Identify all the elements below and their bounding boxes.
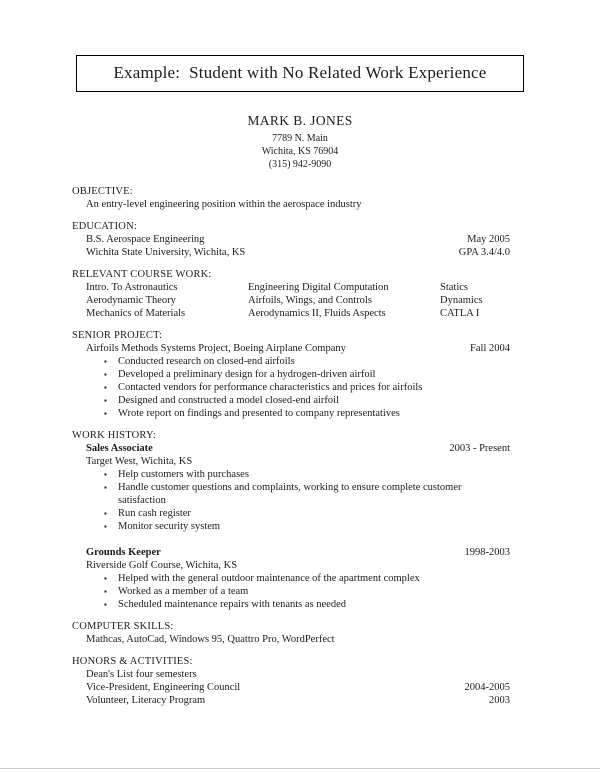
senior-project-bullets xyxy=(104,355,510,420)
section-coursework xyxy=(72,268,510,320)
job-entry xyxy=(72,442,510,533)
bullet-item: ▪ Wrote report on findings and presented to company representatives xyxy=(104,407,504,420)
work-history-heading: WORK HISTORY: xyxy=(72,430,156,441)
job-entry xyxy=(72,546,510,611)
section-honors xyxy=(72,655,510,707)
coursework-grid xyxy=(86,281,510,320)
education-row xyxy=(86,233,510,246)
computer-skills-text: Mathcas, AutoCad, Windows 95, Quattro Pro, WordPerfect xyxy=(86,634,335,645)
job-title-row xyxy=(86,442,510,455)
address-city: Wichita, KS 76904 xyxy=(261,146,339,157)
course: CATLA I xyxy=(440,308,480,319)
degree: B.S. Aerospace Engineering xyxy=(86,234,205,245)
bullet-item: ▪ Help customers with purchases xyxy=(104,468,504,481)
bullet-item: ▪ Contacted vendors for performance characteristics and prices for airfoils xyxy=(104,381,504,394)
resume-body xyxy=(72,185,510,707)
section-education xyxy=(72,220,510,259)
course: Intro. To Astronautics xyxy=(86,282,178,293)
address-street: 7789 N. Main xyxy=(272,133,328,144)
course: Dynamics xyxy=(440,295,483,306)
honor-item: Volunteer, Literacy Program xyxy=(86,695,206,706)
objective-heading: OBJECTIVE: xyxy=(72,186,133,197)
honor-date: 2003 xyxy=(489,695,510,706)
employer: Riverside Golf Course, Wichita, KS xyxy=(86,560,238,571)
course: Engineering Digital Computation xyxy=(248,282,389,293)
honors-row xyxy=(86,694,510,707)
honors-heading: HONORS & ACTIVITIES: xyxy=(72,656,193,667)
employer: Target West, Wichita, KS xyxy=(86,456,193,467)
resume-page xyxy=(0,55,600,773)
job-title: Grounds Keeper xyxy=(86,547,161,558)
bullet-item: ▪ Scheduled maintenance repairs with tenants as needed xyxy=(104,598,504,611)
honors-row xyxy=(86,681,510,694)
bullet-item: ▪ Conducted research on closed-end airfoils xyxy=(104,355,504,368)
job-title-row xyxy=(86,546,510,559)
banner-title: Example: Student with No Related Work Experience xyxy=(113,63,487,82)
job-dates: 2003 - Present xyxy=(449,443,510,454)
course: Statics xyxy=(440,282,468,293)
job-bullets xyxy=(104,572,510,611)
candidate-name: MARK B. JONES xyxy=(247,113,353,128)
objective-text: An entry-level engineering position within the aerospace industry xyxy=(86,199,362,210)
honor-date xyxy=(500,668,510,681)
project-date: Fall 2004 xyxy=(470,343,510,354)
bullet-item: ▪ Monitor security system xyxy=(104,520,504,533)
bullet-item: ▪ Run cash register xyxy=(104,507,504,520)
section-computer-skills xyxy=(72,620,510,646)
honors-row xyxy=(86,668,510,681)
project-title: Airfoils Methods Systems Project, Boeing Airplane Company xyxy=(86,343,346,354)
education-row xyxy=(86,246,510,259)
course: Aerodynamics II, Fluids Aspects xyxy=(248,308,386,319)
bullet-item: ▪ Handle customer questions and complaints, working to ensure complete customer satisfaction xyxy=(104,481,504,507)
education-heading: EDUCATION: xyxy=(72,221,137,232)
course: Mechanics of Materials xyxy=(86,308,186,319)
section-objective xyxy=(72,185,510,211)
example-title-banner xyxy=(76,55,524,92)
school: Wichita State University, Wichita, KS xyxy=(86,247,246,258)
bullet-item: ▪ Worked as a member of a team xyxy=(104,585,504,598)
senior-project-heading: SENIOR PROJECT: xyxy=(72,330,163,341)
coursework-heading: RELEVANT COURSE WORK: xyxy=(72,269,212,280)
course: Aerodynamic Theory xyxy=(86,295,176,306)
section-senior-project xyxy=(72,329,510,420)
course: Airfoils, Wings, and Controls xyxy=(248,295,372,306)
job-title: Sales Associate xyxy=(86,443,153,454)
section-work-history xyxy=(72,429,510,611)
honor-item: Dean's List four semesters xyxy=(86,669,197,680)
honor-item: Vice-President, Engineering Council xyxy=(86,682,241,693)
page-bottom-edge xyxy=(0,768,600,769)
computer-skills-heading: COMPUTER SKILLS: xyxy=(72,621,174,632)
honor-date: 2004-2005 xyxy=(464,682,510,693)
contact-block xyxy=(0,113,600,171)
bullet-item: ▪ Designed and constructed a model closed-end airfoil xyxy=(104,394,504,407)
gpa: GPA 3.4/4.0 xyxy=(458,247,510,258)
graduation-date: May 2005 xyxy=(467,234,510,245)
phone-number: (315) 942-9090 xyxy=(268,159,332,170)
senior-project-title-row xyxy=(86,342,510,355)
bullet-item: ▪ Helped with the general outdoor maintenance of the apartment complex xyxy=(104,572,504,585)
job-bullets xyxy=(104,468,510,533)
bullet-item: ▪ Developed a preliminary design for a hydrogen-driven airfoil xyxy=(104,368,504,381)
job-dates: 1998-2003 xyxy=(464,547,510,558)
